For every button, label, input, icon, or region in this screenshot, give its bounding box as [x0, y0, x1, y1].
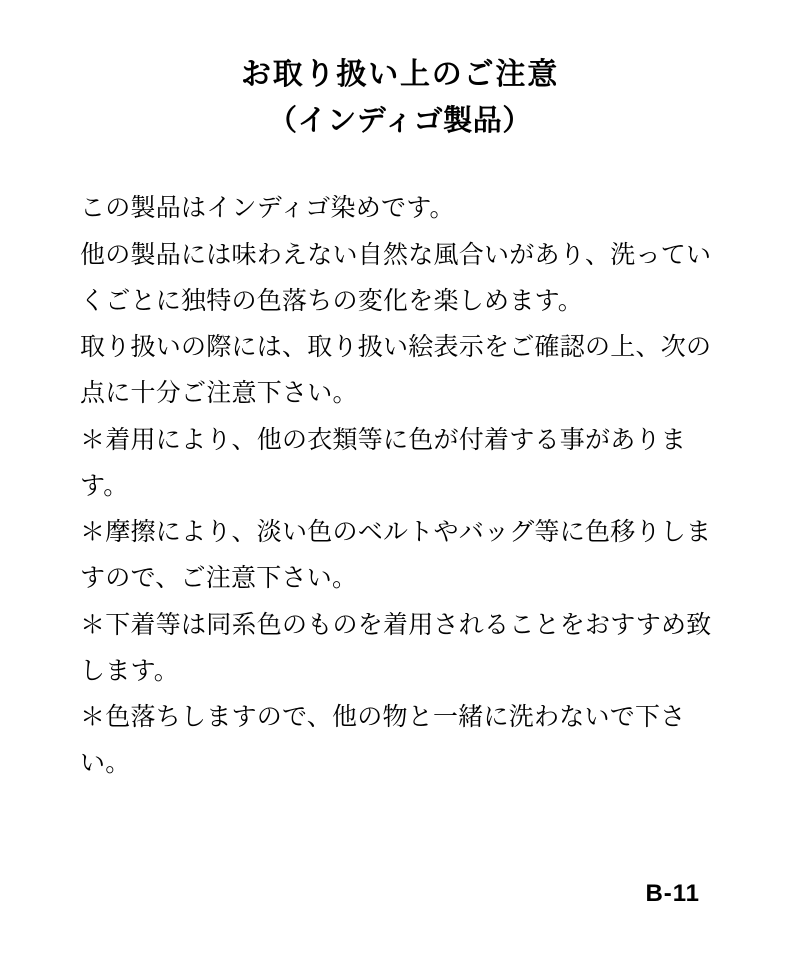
body-paragraph-7: ＊色落ちしますので、他の物と一緒に洗わないで下さい。 [80, 703, 686, 778]
body-paragraph-5: ＊摩擦により、淡い色のベルトやバッグ等に色移りしますので、ご注意下さい。 [80, 518, 712, 593]
title-line-primary: お取り扱い上のご注意 [241, 58, 559, 91]
body-paragraph-4: ＊着用により、他の衣類等に色が付着する事があります。 [80, 425, 687, 500]
body-paragraph-2: 他の製品には味わえない自然な風合いがあり、洗っていくごとに独特の色落ちの変化を楽しめます。 [80, 240, 712, 315]
body-paragraph-6: ＊下着等は同系色のものを着用されることをおすすめ致します。 [80, 610, 712, 685]
body-paragraph-3: 取り扱いの際には、取り扱い絵表示をご確認の上、次の点に十分ご注意下さい。 [80, 333, 712, 408]
body-paragraph-1: この製品はインディゴ染めです。 [80, 194, 455, 223]
title-line-secondary: （インディゴ製品） [268, 104, 532, 137]
reference-code: B-11 [645, 880, 700, 907]
document-title [80, 52, 720, 143]
document-body [80, 185, 720, 786]
